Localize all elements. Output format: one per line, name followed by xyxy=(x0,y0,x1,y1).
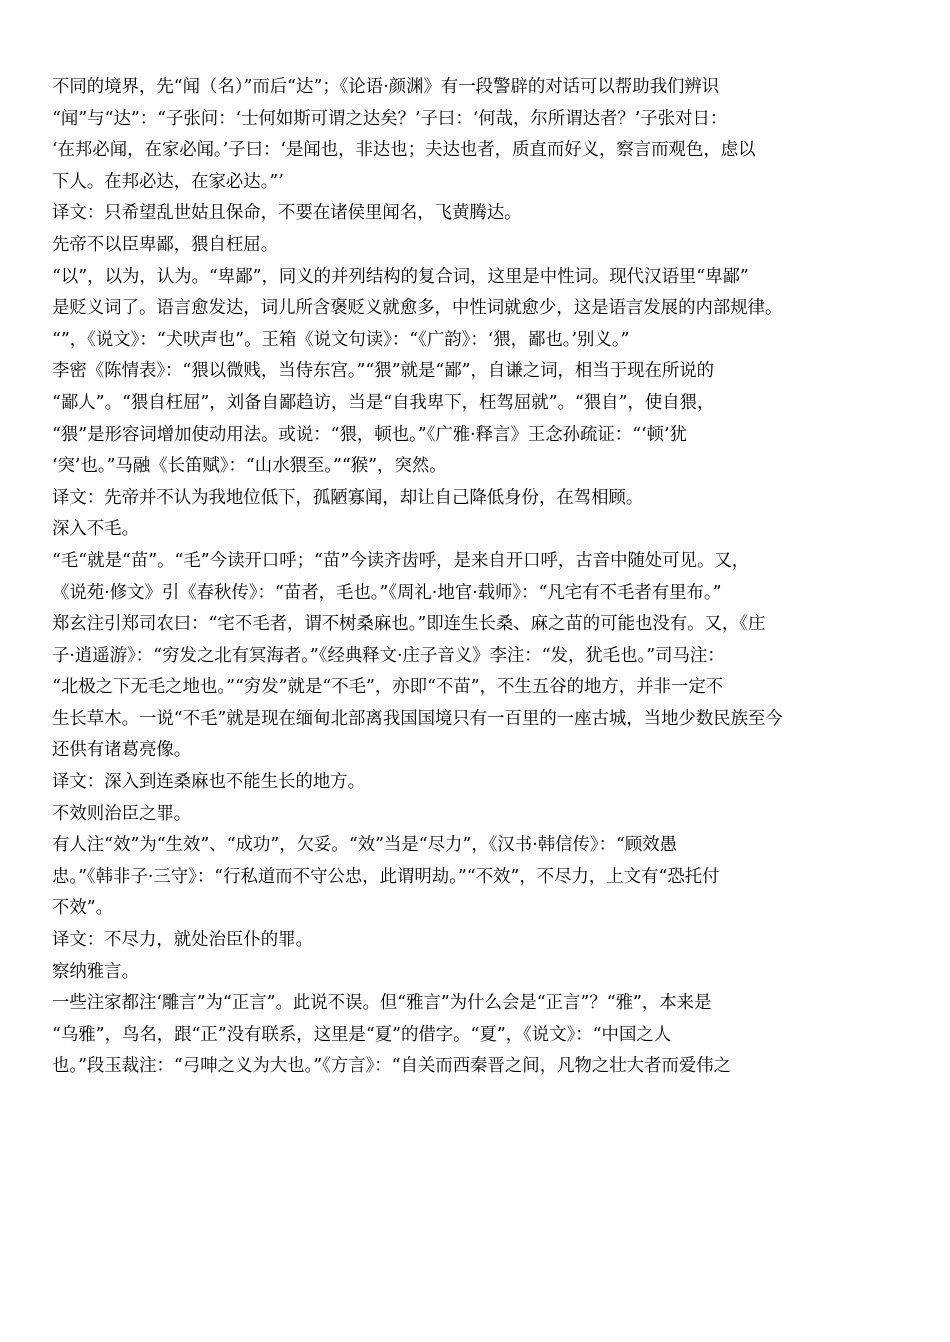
text-line: 有人注“效”为“生效”、“成功”，欠妥。“效”当是“尽力”，《汉书·韩信传》：“顾效愚 xyxy=(52,835,678,856)
text-line: 先帝不以臣卑鄙，猥自枉屈。 xyxy=(52,234,279,255)
text-line: 是贬义词了。语言愈发达，词儿所含褒贬义就愈多，中性词就愈少，这是语言发展的内部规律。 xyxy=(52,298,783,319)
text-line: 不效”。 xyxy=(52,898,114,919)
text-line: 下人。在邦必达，在家必达。”’ xyxy=(52,171,284,192)
text-line: 察纳雅言。 xyxy=(52,961,139,982)
text-line: 郑玄注引郑司农曰：“宅不毛者，谓不树桑麻也。”即连生长桑、麻之苗的可能也没有。又，《庄 xyxy=(52,614,766,635)
text-line: “毛“就是“苗”。“毛”今读开口呼；“苗”今读齐齿呼，是来自开口呼，古音中随处可见。又， xyxy=(52,550,750,571)
text-line: “”，《说文》：“犬吠声也”。王箱《说文句读》：“《广韵》：‘猥，鄙也。’别义。” xyxy=(52,329,630,350)
text-line: 译文：深入到连桑麻也不能生长的地方。 xyxy=(52,772,366,793)
text-line: 译文：不尽力，就处治臣仆的罪。 xyxy=(52,930,313,951)
text-line: “北极之下无毛之地也。”“穷发”就是“不毛”，亦即“不苗”，不生五谷的地方，并非一定不 xyxy=(52,677,724,698)
text-line: “鄙人”。“猥自枉屈”，刘备自鄙趋访，当是“自我卑下，枉驾屈就”。“猥自”，使自猥， xyxy=(52,392,715,413)
text-line: 忠。”《韩非子·三守》：“行私道而不守公忠，此谓明劫。”“不效”，不尽力，上文有“恐托付 xyxy=(52,866,720,887)
text-line: 不同的境界，先“闻（名）”而后“达”；《论语·颜渊》有一段警辟的对话可以帮助我们辨识 xyxy=(52,77,720,97)
text-line: 不效则治臣之罪。 xyxy=(52,803,192,824)
text-line: “乌雅”，鸟名，跟“正”没有联系，这里是“夏”的借字。“夏”，《说文》：“中国之人 xyxy=(52,1024,672,1045)
text-line: “猥”是形容词增加使动用法。或说：“猥，顿也。”《广雅·释言》王念孙疏证：“‘顿’犹 xyxy=(52,424,687,445)
text-line: ‘在邦必闻，在家必闻。’子曰：‘是闻也，非达也；夫达也者，质直而好义，察言而观色，虑以 xyxy=(52,140,756,161)
text-line: ‘突’也。”马融《长笛赋》：“山水猥至。”“猴”，突然。 xyxy=(52,456,447,477)
text-line: 一些注家都注‘雕言”为“正言”。此说不误。但“雅言”为什么会是“正言”？“雅”，本来是 xyxy=(52,993,712,1014)
text-line: 子·逍遥游》：“穷发之北有冥海者。”《经典释文·庄子音义》李注：“发，犹毛也。”司马注： xyxy=(52,645,725,666)
text-line: “闻”与“达”：“子张问：‘士何如斯可谓之达矣？’子曰：‘何哉，尔所谓达者？’子张对日： xyxy=(52,108,728,129)
text-line: 译文：先帝并不认为我地位低下，孤陋寡闻，却让自己降低身份，在驾相顾。 xyxy=(52,487,644,508)
text-line: 还供有诸葛亮像。 xyxy=(52,740,192,761)
text-line: 《说苑·修文》引《春秋传》：“苗者，毛也。”《周礼·地官·载师》：“凡宅有不毛者有里布。” xyxy=(52,582,722,603)
text-line: 李密《陈情表》：“猥以微贱，当侍东宫。”“猥”就是“鄙”，自谦之词，相当于现在所说的 xyxy=(52,361,715,382)
text-line: “以”，以为，认为。“卑鄙”，同义的并列结构的复合词，这里是中性词。现代汉语里“卑鄙” xyxy=(52,266,749,287)
text-line: 深入不毛。 xyxy=(52,519,139,540)
text-line: 生长草木。一说“不毛”就是现在缅甸北部离我国国境只有一百里的一座古城，当地少数民族至今 xyxy=(52,708,783,729)
text-line: 译文：只希望乱世姑且保命，不要在诸侯里闻名，飞黄腾达。 xyxy=(52,203,522,224)
text-line: 也。”段玉裁注：“弓呻之义为大也。”《方言》：“自关而西秦晋之间，凡物之壮大者而爱伟之 xyxy=(52,1056,732,1077)
